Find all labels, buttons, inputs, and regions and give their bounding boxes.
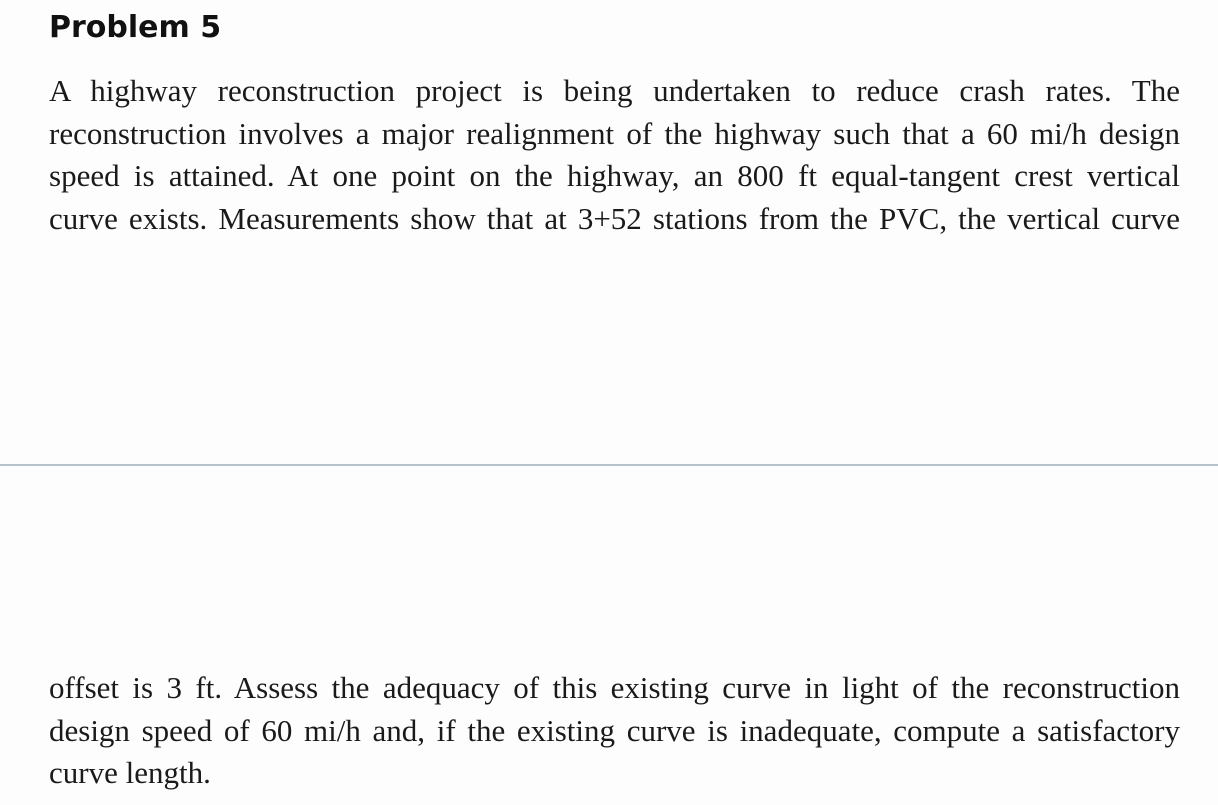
statement-line: design speed of 60 mi/h and, if the existing curve is inadequate, compute a satisfactory — [49, 712, 1180, 748]
problem-statement-part-1 — [49, 70, 1180, 240]
statement-line: offset is 3 ft. Assess the adequacy of this existing curve in light of the reconstruction — [49, 670, 1180, 705]
statement-line: A highway reconstruction project is being undertaken to reduce crash rates. The — [49, 73, 1180, 108]
problem-statement-part-2 — [49, 667, 1180, 795]
statement-line: reconstruction involves a major realignment of the highway such that a 60 mi/h design — [49, 115, 1180, 151]
statement-line: curve exists. Measurements show that at 3+52 stations from the PVC, the vertical curve — [49, 200, 1180, 236]
statement-line: curve length. — [49, 755, 211, 790]
statement-line: speed is attained. At one point on the highway, an 800 ft equal-tangent crest vertical — [49, 158, 1180, 193]
problem-title: Problem 5 — [49, 10, 222, 45]
